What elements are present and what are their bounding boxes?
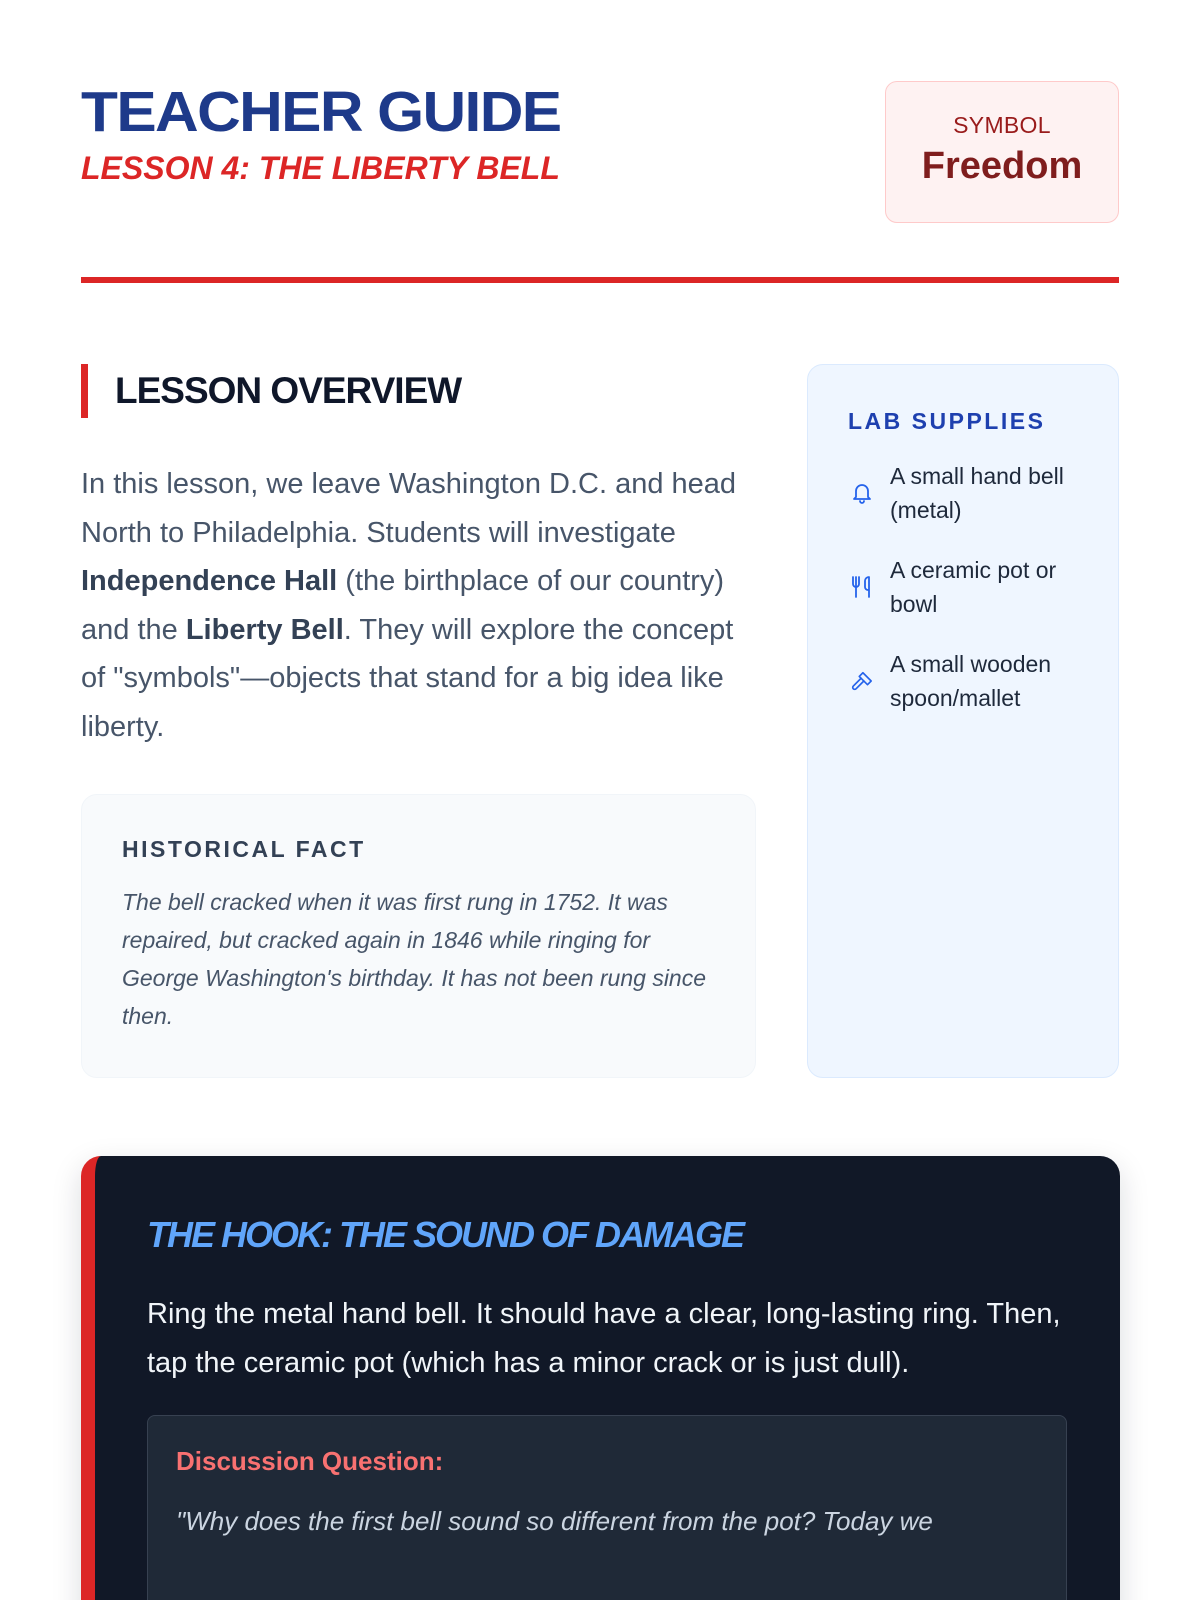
overview-text-3: . They will explore the concept of "symbols"—objects that stand for a big idea like liberty. (81, 613, 734, 743)
supply-label: A small hand bell (metal) (890, 463, 1064, 523)
hook-title: THE HOOK: THE SOUND OF DAMAGE (147, 1214, 743, 1255)
fact-text: The bell cracked when it was first rung in 1752. It was repaired, but cracked again in 1846 while ringing for George Washington's birthday. It has not been rung since then. (122, 889, 707, 1029)
overview-paragraph (81, 460, 756, 751)
page-header (81, 0, 1119, 283)
fact-title: HISTORICAL FACT (122, 836, 366, 862)
overview-heading-text: LESSON OVERVIEW (115, 370, 462, 411)
overview-section (81, 283, 1119, 1081)
symbol-badge (885, 81, 1119, 223)
hook-section (81, 1156, 1120, 1600)
supplies-title: LAB SUPPLIES (848, 408, 1046, 434)
lab-supplies-panel (807, 364, 1119, 1078)
list-item (848, 553, 1078, 621)
overview-text-1: In this lesson, we leave Washington D.C. and head North to Philadelphia. Students will investigate (81, 468, 737, 549)
hook-text: Ring the metal hand bell. It should have a clear, long-lasting ring. Then, tap the ceramic pot (which has a minor crack or is just dull). (147, 1298, 1061, 1379)
page-title: TEACHER GUIDE (81, 80, 561, 144)
question-label: Discussion Question: (176, 1446, 444, 1476)
discussion-question-box (147, 1415, 1067, 1600)
symbol-label: SYMBOL (953, 112, 1051, 138)
question-text: "Why does the first bell sound so different from the pot? Today we (176, 1506, 933, 1536)
overview-heading (81, 364, 756, 418)
lesson-subtitle: LESSON 4: THE LIBERTY BELL (81, 150, 560, 186)
list-item (848, 459, 1078, 527)
supply-label: A small wooden spoon/mallet (890, 651, 1052, 711)
lesson-overview (81, 364, 756, 751)
historical-fact-box (81, 794, 756, 1078)
overview-bold-2: Liberty Bell (185, 613, 344, 646)
hammer-icon (848, 667, 876, 695)
supplies-list (848, 459, 1078, 715)
overview-bold-1: Independence Hall (81, 565, 338, 597)
symbol-value: Freedom (921, 145, 1083, 187)
supply-label: A ceramic pot or bowl (890, 557, 1057, 617)
bell-icon (848, 479, 876, 507)
utensils-icon (848, 573, 876, 601)
list-item (848, 647, 1078, 715)
overview-text-2: (the birthplace of our country) and the (81, 565, 725, 646)
